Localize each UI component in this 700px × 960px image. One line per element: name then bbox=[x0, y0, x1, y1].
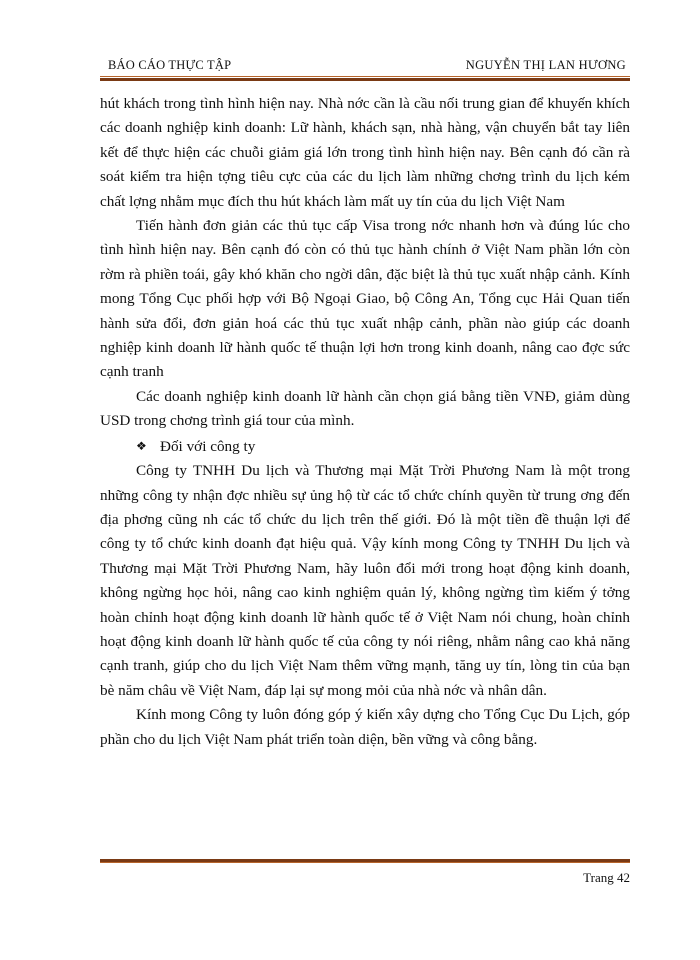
document-body bbox=[100, 92, 630, 752]
paragraph-4: Công ty TNHH Du lịch và Thương mại Mặt Trời Phương Nam là một trong những công ty nhận đợc nhiều sự ủng hộ từ các tổ chức chính quyền từ trung ơng đến địa phơng cũng nh các tổ chức du lịch trên thế giới. Đó là một tiền đề thuận lợi để công ty tổ chức kinh doanh đạt hiệu quả. Vậy kính mong Công ty TNHH Du lịch và Thương mại Mặt Trời Phương Nam, hãy luôn đổi mới trong hoạt động kinh doanh, không ngừng học hỏi, nâng cao kinh nghiệm quản lý, không ngừng tìm kiếm ý tởng hoàn chỉnh hoạt động kinh doanh lữ hành quốc tế ở Việt Nam nói chung, hoàn chỉnh hoạt động kinh doanh lữ hành quốc tế của công ty nói riêng, nhằm nâng cao khả năng cạnh tranh, giúp cho du lịch Việt Nam thêm vững mạnh, tăng uy tín, lòng tin của bạn bè năm châu về Việt Nam, đáp lại sự mong mỏi của nhà nớc và nhân dân. bbox=[100, 462, 630, 699]
paragraph-5: Kính mong Công ty luôn đóng góp ý kiến xây dựng cho Tổng Cục Du Lịch, góp phần cho du lịch Việt Nam phát triển toàn diện, bền vững và công bằng. bbox=[100, 706, 630, 748]
page-number: Trang 42 bbox=[583, 870, 630, 885]
footer-divider bbox=[100, 858, 630, 863]
report-title: BÁO CÁO THỰC TẬP bbox=[108, 58, 232, 72]
author-name: NGUYỄN THỊ LAN HƯƠNG bbox=[465, 58, 626, 72]
paragraph-1: hút khách trong tình hình hiện nay. Nhà nớc cần là cầu nối trung gian để khuyến khích các doanh nghiệp kinh doanh: Lữ hành, khách sạn, nhà hàng, vận chuyển bắt tay liên kết để thực hiện các chuỗi giảm giá lớn trong tình hình hiện nay. Bên cạnh đó cần rà soát kiểm tra hiện tợng tiêu cực của các du lịch làm những chơng trình du lịch kém chất lợng nhằm mục đích thu hút khách làm mất uy tín của du lịch Việt Nam bbox=[100, 95, 630, 210]
paragraph-3: Các doanh nghiệp kinh doanh lữ hành cần chọn giá bằng tiền VNĐ, giảm dùng USD trong chơng trình giá tour của mình. bbox=[100, 387, 630, 430]
section-heading-text: Đối với công ty bbox=[160, 437, 256, 455]
paragraph-2: Tiến hành đơn giản các thủ tục cấp Visa trong nớc nhanh hơn và đúng lúc cho tình hình hiện nay. Bên cạnh đó còn có thủ tục hành chính ở Việt Nam phần lớn còn rờm rà phiền toái, gây khó khăn cho ngời dân, đặc biệt là thủ tục xuất nhập cảnh. Kính mong Tổng Cục phối hợp với Bộ Ngoại Giao, bộ Công An, Tổng cục Hải Quan tiến hành sửa đổi, đơn giản hoá các thủ tục xuất nhập cảnh, phần nào giúp các doanh nghiệp kinh doanh lữ hành quốc tế thuận lợi hơn trong kinh doanh, nâng cao đợc sức cạnh tranh bbox=[100, 217, 630, 381]
header-divider bbox=[100, 76, 630, 81]
section-heading bbox=[100, 434, 630, 459]
diamond-bullet-icon: ❖ bbox=[136, 438, 147, 453]
page-header bbox=[100, 56, 630, 78]
